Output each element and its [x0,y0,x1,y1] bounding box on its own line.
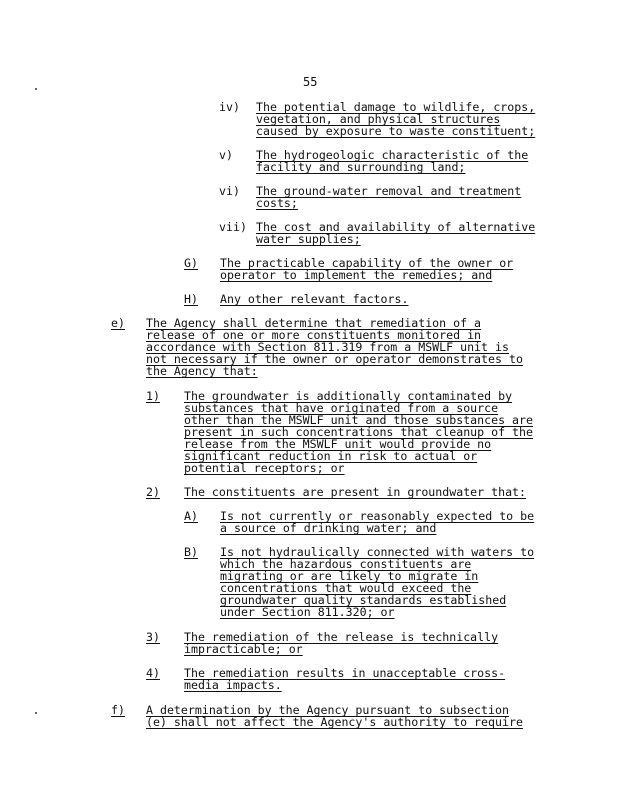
item-text-line: The groundwater is additionally contaminated by [184,389,513,403]
item-text-line: not necessary if the owner or operator demonstrates to [146,352,523,366]
item-text-line: Any other relevant factors. [220,292,409,306]
item-text-line: operator to implement the remedies; and [220,268,493,282]
item-label: v) [219,148,233,162]
item-text-line: Is not hydraulically connected with waters to [220,545,535,559]
item-text-line: The ground-water removal and treatment [256,184,522,198]
item-text-line: release of one or more constituents monitored in [146,328,482,342]
item-label: e) [111,316,125,330]
item-text-line: significant reduction in risk to actual or [184,449,478,463]
item-text-line: The cost and availability of alternative [256,220,536,234]
item-text-line: caused by exposure to waste constituent; [256,124,536,138]
item-label: vi) [219,184,240,198]
item-text-line: media impacts. [184,678,282,692]
item-text-line: water supplies; [256,232,361,246]
item-label: 1) [146,389,160,403]
item-label: 2) [146,485,160,499]
page-number: 55 [303,75,318,89]
item-text-line: a source of drinking water; and [220,521,437,535]
item-text-line: accordance with Section 811.319 from a MSWLF unit is [146,340,509,354]
item-text-line: present in such concentrations that cleanup of the [184,425,534,439]
item-text-line: The remediation results in unacceptable cross- [184,666,506,680]
item-text-line: facility and surrounding land; [256,160,466,174]
item-text-line: costs; [256,196,298,210]
item-text-line: The hydrogeologic characteristic of the [256,148,529,162]
item-label: vii) [219,220,247,234]
item-text-line: The remediation of the release is technically [184,630,499,644]
item-text-line: the Agency that: [146,364,258,378]
item-label: H) [184,292,198,306]
item-text-line: concentrations that would exceed the [220,581,472,595]
item-text-line: which the hazardous constituents are [220,557,472,571]
item-label: A) [184,509,198,523]
item-text-line: release from the MSWLF unit would provide no [184,437,492,451]
item-text-line: impracticable; or [184,642,303,656]
scan-speck [35,88,37,90]
item-label: B) [184,545,198,559]
scan-speck [35,712,37,714]
item-text-line: vegetation, and physical structures [256,112,501,126]
item-label: f) [111,703,125,717]
item-text-line: The practicable capability of the owner or [220,256,514,270]
item-text-line: The Agency shall determine that remediation of a [146,316,482,330]
item-label: 3) [146,630,160,644]
item-text-line: The potential damage to wildlife, crops, [256,100,536,114]
item-text-line: substances that have originated from a source [184,401,499,415]
item-text-line: (e) shall not affect the Agency's authority to require [146,715,523,729]
item-label: iv) [219,100,240,114]
item-text-line: potential receptors; or [184,461,345,475]
item-label: G) [184,256,198,270]
item-text-line: groundwater quality standards established [220,593,507,607]
item-text-line: under Section 811.320; or [220,605,395,619]
item-text-line: migrating or are likely to migrate in [220,569,479,583]
item-text-line: A determination by the Agency pursuant to subsection [146,703,509,717]
item-text-line: Is not currently or reasonably expected to be [220,509,535,523]
item-text-line: other than the MSWLF unit and those substances are [184,413,534,427]
item-text-line: The constituents are present in groundwater that: [184,485,527,499]
item-label: 4) [146,666,160,680]
